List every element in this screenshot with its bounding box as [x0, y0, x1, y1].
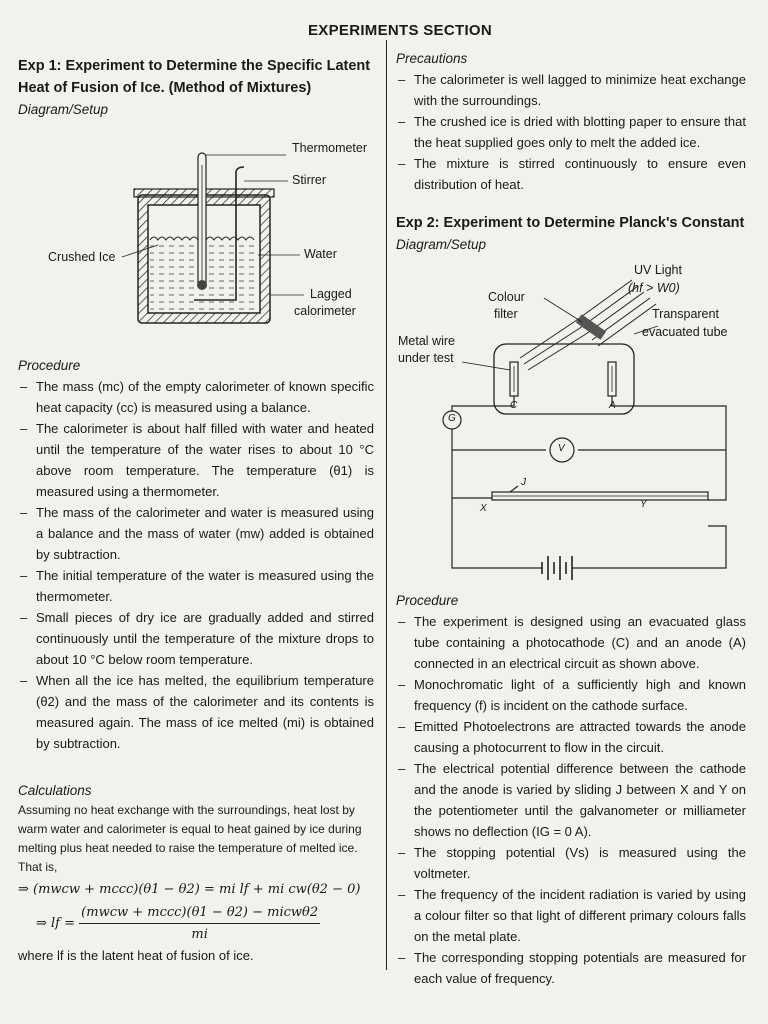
anode-label: A [609, 400, 616, 411]
list-item: – The frequency of the incident radiation is varied by using a colour filter so that light of different primary colours falls on the metal plate. [396, 884, 746, 947]
equation-2-fraction [79, 902, 320, 945]
circuit-wires [452, 396, 726, 568]
point-x-label: X [480, 503, 487, 514]
exp1-procedure-title: Procedure [18, 358, 81, 373]
equation-2-numerator: (mwcw + mccc)(θ1 − θ2) − micwθ2 [79, 902, 320, 924]
exp1-procedure [18, 355, 374, 754]
list-item: – When all the ice has melted, the equilibrium temperature (θ2) and the mass of the calorimeter and its contents is measured again. The mass of ice melted (mi) is obtained by subtraction. [18, 670, 374, 754]
colour-filter [576, 314, 606, 339]
colour-filter-label: Colour [488, 290, 525, 304]
evacuated-tube-label: evacuated tube [642, 325, 728, 339]
left-column [18, 55, 374, 120]
equation-2 [18, 902, 374, 945]
galvanometer-label: G [448, 413, 456, 424]
list-item: – The mixture is stirred continuously to ensure even distribution of heat. [396, 153, 746, 195]
voltmeter-label: V [558, 443, 565, 454]
exp2-procedure-title: Procedure [396, 593, 459, 608]
filter-label: filter [494, 307, 518, 321]
precautions-section [396, 48, 746, 195]
exp1-diagram-title: Diagram/Setup [18, 102, 109, 117]
list-item: – The experiment is designed using an evacuated glass tube containing a photocathode (C) and an anode (A) connected in an electrical circuit as shown above. [396, 611, 746, 674]
page-title: EXPERIMENTS SECTION [307, 22, 493, 39]
transparent-label: Transparent [652, 307, 719, 321]
column-divider [386, 40, 387, 970]
conclusion-text: where lf is the latent heat of fusion of ice. [18, 948, 254, 963]
list-item: – The corresponding stopping potentials are measured for each value of frequency. [396, 947, 746, 989]
list-item: – The calorimeter is about half filled with water and heated until the temperature of the water rises to about 10 °C above room temperature. The temperature (θ1) is measured using a thermometer. [18, 418, 374, 502]
list-item: – The electrical potential difference between the cathode and the anode is varied by sliding J between X and Y on the potentiometer until the galvanometer or milliameter shows no deflection (IG = 0 A). [396, 758, 746, 842]
precautions-list [396, 69, 746, 195]
list-item: – Small pieces of dry ice are gradually added and stirred continuously until the temperature of the mixture drops to about 10 °C below room temperature. [18, 607, 374, 670]
equation-2-lhs: ⇒ lf = [36, 916, 76, 931]
cathode-label: C [510, 400, 518, 411]
list-item: – The mass (mc) of the empty calorimeter of known specific heat capacity (cc) is measured using a balance. [18, 376, 374, 418]
uv-condition-label: (hf > W0) [628, 281, 680, 295]
exp1-procedure-list [18, 376, 374, 754]
list-item: – The crushed ice is dried with blotting paper to ensure that the heat supplied goes only to melt the added ice. [396, 111, 746, 153]
exp1-calculations [18, 780, 374, 966]
precautions-title: Precautions [396, 51, 468, 66]
exp1-heading: Exp 1: Experiment to Determine the Specific Latent Heat of Fusion of Ice. (Method of Mixtures) [18, 58, 371, 96]
list-item: – The mass of the calorimeter and water is measured using a balance and the mass of water (mw) added is obtained by subtraction. [18, 502, 374, 565]
equation-2-denominator: mi [191, 927, 208, 942]
list-item: – The calorimeter is well lagged to minimize heat exchange with the surroundings. [396, 69, 746, 111]
exp2-heading: Exp 2: Experiment to Determine Planck's Constant [396, 215, 745, 231]
uv-light-label: UV Light [634, 263, 682, 277]
battery [542, 556, 572, 580]
thermometer-bulb [197, 280, 207, 290]
list-item: – Emitted Photoelectrons are attracted towards the anode causing a photocurrent to flow in the circuit. [396, 716, 746, 758]
list-item: – The stopping potential (Vs) is measured using the voltmeter. [396, 842, 746, 884]
point-y-label: Y [640, 499, 647, 510]
water-label: Water [304, 247, 337, 261]
lagged-label: Lagged [310, 287, 352, 301]
calculations-title: Calculations [18, 783, 92, 798]
jockey-label: J [521, 477, 526, 488]
exp2-procedure [396, 590, 746, 986]
list-item: – Monochromatic light of a sufficiently high and known frequency (f) is incident on the cathode surface. [396, 674, 746, 716]
exp2-header [396, 212, 746, 255]
list-item: – The initial temperature of the water is measured using the thermometer. [18, 565, 374, 607]
stirrer-label: Stirrer [292, 173, 327, 187]
exp2-procedure-list [396, 611, 746, 989]
crushed-ice-label: Crushed Ice [48, 250, 116, 264]
metal-wire-label: Metal wire [398, 334, 455, 348]
calorimeter-label: calorimeter [294, 304, 356, 318]
calculations-text: Assuming no heat exchange with the surroundings, heat lost by warm water and calorimeter is equal to heat gained by ice during melting plus heat needed to raise the temperature of melted ice. That is, [18, 803, 362, 874]
equation-1: ⇒ (mwcw + mccc)(θ1 − θ2) = mi lf + mi cw(θ2 − 0) [18, 882, 361, 897]
under-test-label: under test [398, 351, 454, 365]
thermometer-label: Thermometer [292, 141, 368, 155]
exp2-diagram-title: Diagram/Setup [396, 237, 487, 252]
